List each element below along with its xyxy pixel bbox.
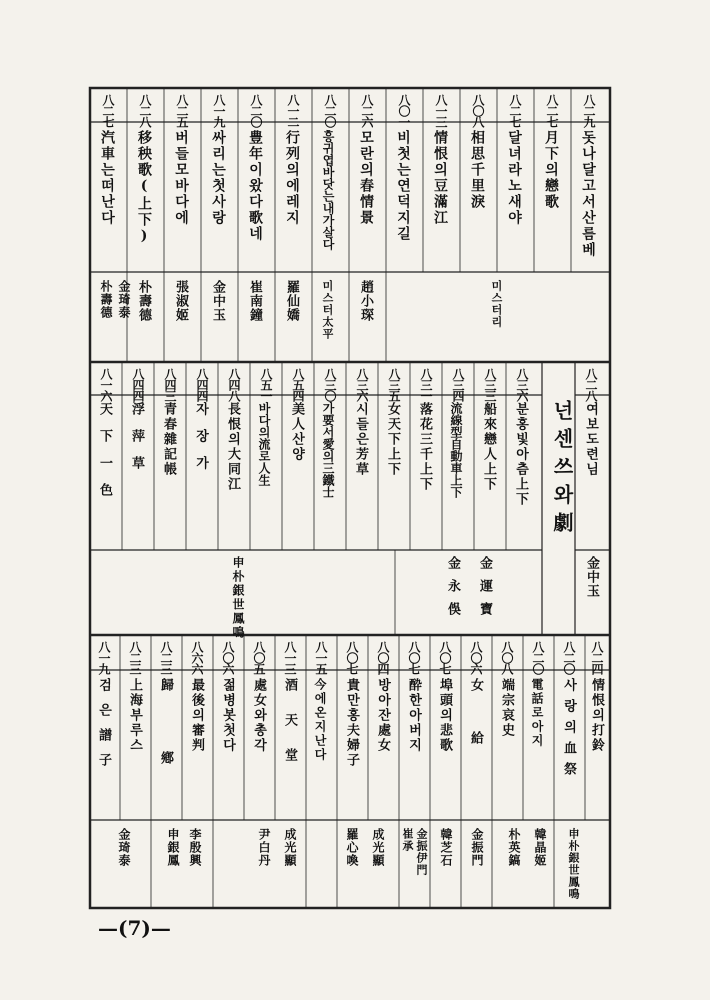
performer-name: 李殷興	[188, 828, 202, 867]
performer-name: 崔南鐘	[247, 280, 262, 322]
entry-number: 八〇六	[221, 641, 235, 674]
performer-name: 韓晶姬	[533, 828, 547, 867]
entry-number: 八一九	[212, 94, 226, 127]
entry-title: 汽車는떠난다	[99, 130, 115, 226]
entry-title: 月下의戀歌	[543, 130, 559, 210]
entry-title: 시들은芳草	[353, 402, 368, 477]
entry-number: 八〇七	[407, 641, 421, 674]
entry-title: 最後의審判	[189, 678, 204, 753]
entry-title: 흥귀엽바닷는내가살다	[321, 130, 335, 250]
entry-title: 자장가	[193, 402, 208, 483]
performer-name: 미스터리	[490, 280, 503, 328]
entry-title: 船來戀人上下	[481, 402, 496, 492]
entry-title: 埠頭의悲歌	[437, 678, 452, 753]
entry-title: 달녀라노새야	[506, 130, 522, 226]
performer-name: 金振伊門	[415, 828, 428, 876]
entry-number: 八〇六	[469, 641, 483, 674]
entry-title: 젊병봇첫다	[220, 678, 235, 753]
entry-title: 여보도련님	[583, 402, 598, 477]
entry-title: 貴만홍夫婦子	[344, 678, 359, 768]
entry-title: 검은譜子	[96, 678, 111, 778]
performer-name: 金永俁	[445, 556, 460, 625]
entry-number: 八二五	[175, 94, 189, 127]
entry-title: 美人산양	[289, 402, 304, 462]
entry-number: 八一六	[99, 368, 113, 401]
entry-number: 八一三	[434, 94, 448, 127]
entry-title: 女給	[468, 678, 483, 784]
section-band-title: 넌센쓰와劇	[550, 400, 574, 540]
entry-number: 八〇八	[471, 94, 485, 127]
entry-number: 八一三	[283, 641, 297, 674]
entry-title: 行列의에레지	[284, 130, 300, 226]
entry-title: 電話로아지	[530, 678, 544, 748]
entry-number: 八二七	[545, 94, 559, 127]
entry-number: 八二三	[128, 641, 142, 674]
performer-name: 申銀鳳	[166, 828, 180, 867]
entry-title: 長恨의大同江	[225, 402, 240, 492]
entry-title: 浮萍草	[129, 402, 144, 483]
entry-title: 相思千里淚	[469, 130, 485, 210]
performer-name: 成光顯	[371, 828, 385, 867]
entry-number: 八二六	[360, 94, 374, 127]
entry-title: 流線型自動車上下	[449, 402, 463, 498]
entry-number: 八四四	[195, 368, 209, 401]
entry-title: 酒天堂	[282, 678, 297, 783]
entry-number: 八三四	[451, 368, 465, 401]
performer-name: 韓芝石	[439, 828, 453, 867]
entry-title: 바다의流로人生	[257, 402, 271, 486]
entry-number: 八三〇	[323, 368, 337, 401]
entry-title: 가要서愛의三鐵士	[321, 402, 335, 498]
entry-number: 八一九	[97, 641, 111, 674]
performer-name: 朴壽德	[99, 280, 113, 319]
entry-number: 八五一	[259, 368, 273, 401]
entry-number: 八四三	[163, 368, 177, 401]
entry-number: 八〇七	[345, 641, 359, 674]
entry-number: 八二四	[590, 641, 604, 674]
entry-number: 八六六	[190, 641, 204, 674]
entry-title: 酔한아버지	[406, 678, 421, 753]
entry-number: 八〇八	[500, 641, 514, 674]
entry-number: 八一五	[314, 641, 328, 674]
performer-name: 申朴銀世鳳鳴	[567, 828, 580, 900]
entry-number: 八一二	[286, 94, 300, 127]
entry-title: 싸리는첫사랑	[210, 130, 226, 226]
entry-title: 落花三千上下	[417, 402, 432, 492]
entry-title: 上海부루스	[127, 678, 142, 753]
performer-name: 羅仙嬌	[284, 280, 299, 322]
entry-title: 情恨의打鈴	[589, 678, 604, 753]
entry-number: 八三三	[483, 368, 497, 401]
entry-title: 비첫는연덕지길	[395, 130, 411, 242]
entry-title: 端宗哀史	[499, 678, 514, 738]
entry-number: 八二八	[138, 94, 152, 127]
entry-title: 女天下上下	[385, 402, 400, 477]
entry-number: 八二〇	[562, 641, 576, 674]
entry-title: 방아잔處女	[375, 678, 390, 753]
entry-title: 豊年이왔다歌네	[247, 130, 263, 242]
performer-name: 金中玉	[584, 556, 599, 598]
entry-title: 移秧歌(上下)	[136, 130, 152, 246]
performer-name: 趙小琛	[358, 280, 373, 322]
entry-title: 天下一色	[97, 402, 112, 510]
entry-title: 青春雜記帳	[161, 402, 176, 477]
performer-name: 金振門	[470, 828, 484, 867]
entry-number: 八二七	[508, 94, 522, 127]
entry-number: 八〇一	[397, 94, 411, 127]
entry-title: 버들모바다에	[173, 130, 189, 226]
performer-name: 朴壽德	[136, 280, 151, 322]
performer-name: 崔承	[401, 828, 414, 852]
entry-number: 八〇五	[252, 641, 266, 674]
entry-title: 今에온지난다	[313, 678, 327, 762]
entry-number: 八二三	[159, 641, 173, 674]
entry-number: 八三一	[419, 368, 433, 401]
page-number: —(7)—	[98, 916, 171, 940]
entry-title: 處女와총각	[251, 678, 266, 753]
performer-name: 羅心喚	[345, 828, 359, 867]
entry-title: 사랑의血祭	[561, 678, 576, 783]
entry-title: 모란의春情景	[358, 130, 374, 226]
entry-number: 八三六	[515, 368, 529, 401]
entry-title: 돗나달고서산름베	[580, 130, 596, 258]
entry-number: 八三六	[355, 368, 369, 401]
entry-title: 분홍빛아츰上下	[513, 402, 528, 507]
performer-name: 朴英鎬	[507, 828, 521, 867]
entry-number: 八二〇	[531, 641, 545, 674]
performer-name: 미스터太平	[321, 280, 334, 340]
performer-name: 金中玉	[210, 280, 225, 322]
entry-number: 八四八	[227, 368, 241, 401]
entry-title: 歸鄕	[158, 678, 173, 824]
entry-number: 八二八	[584, 368, 598, 401]
performer-name: 金運寶	[477, 556, 492, 625]
entry-number: 八二〇	[249, 94, 263, 127]
performer-name: 金琦泰	[117, 828, 131, 867]
entry-number: 八二〇	[323, 94, 337, 127]
entry-number: 八二七	[101, 94, 115, 127]
entry-number: 八〇四	[376, 641, 390, 674]
entry-number: 八〇七	[438, 641, 452, 674]
performer-name: 申朴銀世鳳鳴	[231, 556, 245, 640]
entry-number: 八五四	[291, 368, 305, 401]
entry-title: 情恨의豆滿江	[432, 130, 448, 226]
performer-name: 張淑姬	[173, 280, 188, 322]
entry-number: 八二九	[582, 94, 596, 127]
entry-number: 八三五	[387, 368, 401, 401]
performer-name: 尹白丹	[257, 828, 271, 867]
performer-name: 金琦泰	[117, 280, 131, 319]
entry-number: 八四四	[131, 368, 145, 401]
performer-name: 成光顯	[283, 828, 297, 867]
